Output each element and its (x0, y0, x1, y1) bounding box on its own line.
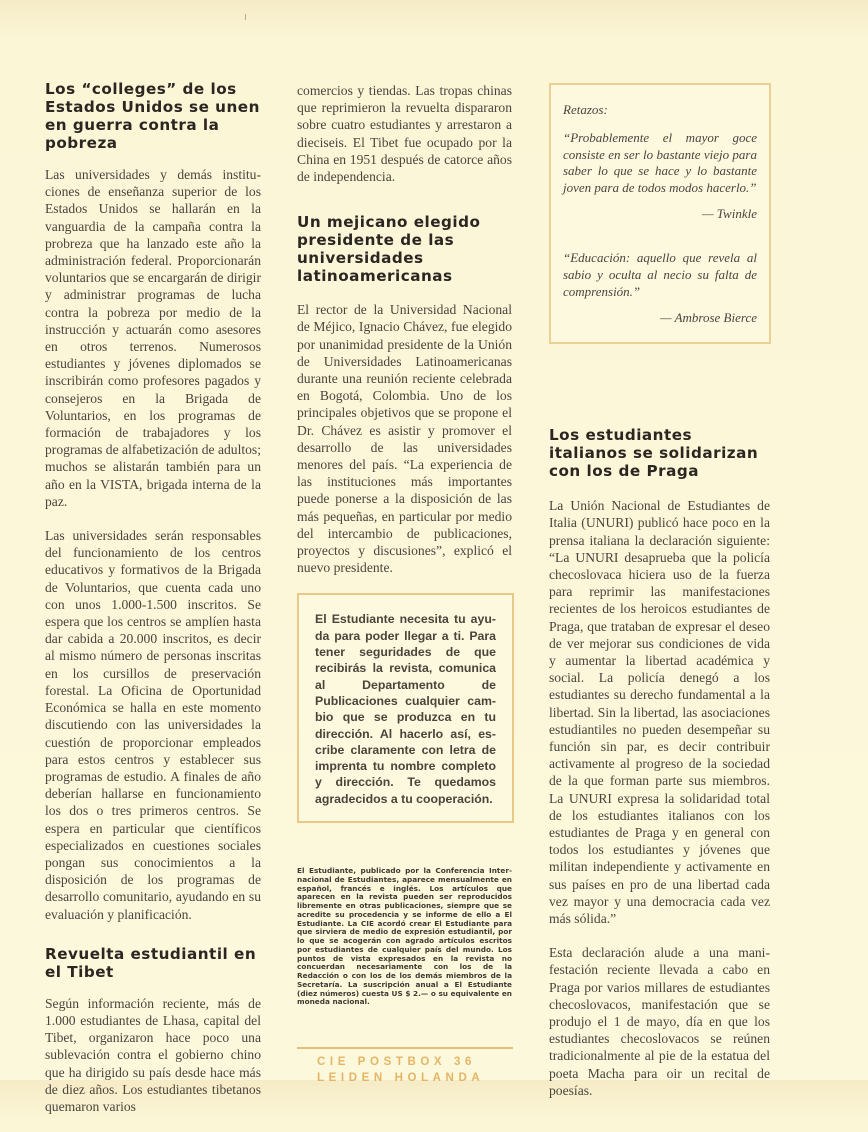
paragraph: Las universidades serán responsables del funcionamiento de los centros educativos y formativos de la Brigada de Voluntarios, que cuenta cada uno con unos 1.000-1.500 inscritos. Se espera que los centros se amplíen hasta dar cabida a 20.000 inscritos, es decir al mismo número de personas inscritas en los cursillos de preservación forestal. La Oficina de Oportunidad Económica se halla en este momento discutiendo con las universidades la cuestión de proporcionar empleados para estos centros y establecer sus programas de estudio. A finales de año deberían hallarse en funcionamiento los dos o tres primeros centros. Se espera en particular que científicos especializados en cuestiones sociales pongan sus conocimientos a la disposición de los programas de desarrollo comunitario, ayudando en su evaluación y planificación. (45, 528, 261, 922)
quote-text: “Educación: aquello que revela al sabio y oculta al necio su falta de comprensión.” (563, 250, 757, 299)
quote-author: — Twinkle (701, 206, 757, 222)
paragraph: Las universidades y demás instituciones de enseñanza superior de los Estados Unidos se hallarán en la vanguardia de la campaña contra la probreza que ha lanzado este año la administración federal. Proporcionarán voluntarios que se encargarán de dirigir y administrar programas de lucha contra la pobreza por medio de la instrucción y actuarán como asesores en otros terrenos. Numerosos estudiantes y jóvenes diplomados se inscribirán como profesores pagados y consejeros en la Brigada de Voluntarios, en los programas de formación de trabajadores y los programas de alfabetización de adultos; muchos se alistarán también para un año en la VISTA, brigada interna de la paz. (45, 167, 261, 509)
notice-text: El Estudiante necesita tu ayuda para poder llegar a ti. Para tener seguridades de que recibirás la revista, comunica al Departamento de Publicaciones cualquier cambio que se produzca en tu dirección. Al hacerlo así, escribe claramente con letra de imprenta tu nombre completo y dirección. Te quedamos agradecidos a tu cooperación. (315, 612, 496, 806)
article-colleges (45, 80, 261, 923)
headline-mejicano: Un mejicano elegido presidente de las universidades latinoamericanas (297, 213, 481, 286)
publication-fineprint: El Estudiante, publicado por la Conferencia Internacional de Estudiantes, aparece mensualmente en español, francés e inglés. Los artículos que aparecen en la revista pueden ser reproducidos libremente en otras publicaciones, siempre que se acredite su procedencia y se informe de ello a El Estudiante. La CIE acordó crear El Estudiante para que sirviera de medio de expresión estudiantil, por lo que se acogerán con agrado artículos escritos por estudiantes de cualquier país del mundo. Los puntos de vista expresados en la revista no concuerdan necesariamente con los de la Redacción o con los de los demás miembros de la Secretaría. La suscripción anual a El Estudiante (diez números) cuesta US $ 2.— o su equivalente en moneda nacional. (297, 866, 512, 1007)
postbox-line-1: CIE POSTBOX 36 (317, 1056, 476, 1069)
quote-text: “Probablemente el mayor goce consiste en ser lo bastante viejo para saber lo que se hace y lo bastante joven para de todos modos hacerlo.” (563, 130, 757, 195)
postbox-address (297, 1054, 512, 1086)
divider-rule (297, 1047, 513, 1049)
paragraph: La Unión Nacional de Estudiantes de Italia (UNURI) publicó hace poco en la prensa italiana la declaración siguiente: “La UNURI desaprueba que la policía checoslovaca hiciera uso de la fuerza para reprimir las manifestaciones recientes de los heroicos estudiantes de Praga, que trataban de expresar el deseo de ver mejorar sus condiciones de vida y aumentar la libertad académica y social. La policía denegó a los estudiantes su derecho fundamental a la libertad. Sin la libertad, las asociaciones estudiantiles no pueden desempeñar su función sin par, es decir contribuir activamente al progreso de la sociedad de la que forman parte sus miembros. La UNURI expresa la solidaridad total de los estudiantes italianos con los estudiantes de Praga y en general con todos los estudiantes y jóvenes que militan independiente y activamente en sus países en pro de una libertad cada vez mayor y una democracia cada vez más sólida.” (549, 498, 770, 927)
left-column (45, 80, 261, 1132)
article-tibet (45, 945, 261, 1115)
paragraph: Según información reciente, más de 1.000 estudiantes de Lhasa, capital del Tibet, organizaron hace poco una sublevación contra el gobierno chino que ha dirigido su país desde hace más de diez años. Los estudiantes tibetanos quemaron varios (45, 995, 261, 1114)
headline-tibet: Revuelta estudiantil en el Tibet (45, 944, 257, 981)
right-column (549, 83, 770, 1116)
quote-author: — Ambrose Bierce (660, 310, 757, 326)
headline-colleges: Los “colleges” de los Estados Unidos se unen en guerra contra la pobreza (45, 80, 260, 152)
print-speck (245, 14, 246, 20)
article-mejicano (297, 213, 512, 576)
article-italianos (549, 426, 770, 1099)
quotes-box (549, 83, 771, 344)
paragraph-tibet-continued: comercios y tiendas. Las tropas chinas que reprimieron la revuelta dispararon sobre cuatro estudiantes y arrestaron a dieciseis. El Tibet fue ocupado por la China en 1951 después de catorce años de independencia. (297, 83, 512, 185)
quotes-label: Retazos: (563, 102, 608, 117)
paragraph: El rector de la Universidad Nacional de Méjico, Ignacio Chávez, fue elegido por unanimidad presidente de la Unión de Universidades Latinoamericanas durante una reunión reciente celebrada en Bogotá, Colombia. Uno de los principales objetivos que se propone el Dr. Chávez es asistir y promover el desarrollo de las universidades menores del país. “La experiencia de las instituciones más importantes puede ponerse a la disposición de las más pequeñas, en particular por medio del intercambio de publicaciones, proyectos y discusiones”, explicó el nuevo presidente. (297, 302, 512, 576)
notice-box (297, 593, 514, 823)
postbox-line-2: LEIDEN HOLANDA (317, 1072, 485, 1085)
paragraph: Esta declaración alude a una manifestación reciente llevada a cabo en Praga por varios millares de estudiantes checoslovacos, manifestación que se produjo el 1 de mayo, día en que los estudiantes checoslovacos se reúnen tradicionalmente al pie de la estatua del poeta Macha para oir un recital de poesías. (549, 945, 770, 1098)
middle-column (297, 82, 512, 1086)
headline-italianos: Los estudiantes italianos se solidarizan con los de Praga (549, 426, 759, 481)
